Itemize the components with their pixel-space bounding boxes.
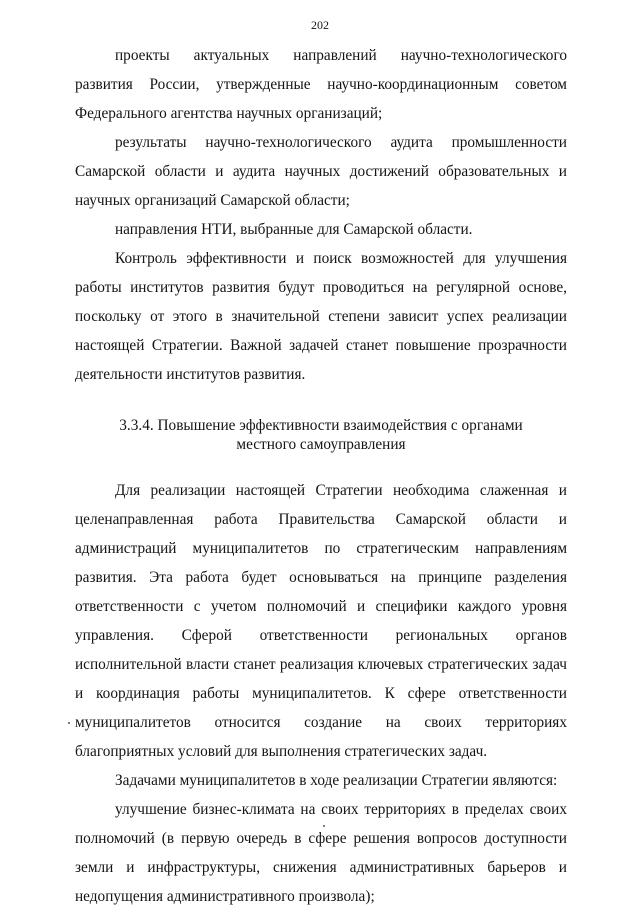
- paragraph-efficiency-control: Контроль эффективности и поиск возможностей для улучшения работы институтов развития будут проводиться на регулярной основе, поскольку от этого в значительной степени зависит успех реализации настоящей Стратегии. Важной задачей станет повышение прозрачности деятельности институтов развития.: [75, 250, 567, 383]
- page-number: 202: [311, 18, 329, 32]
- section-heading: [75, 416, 567, 454]
- paragraph-municipal-tasks: Задачами муниципалитетов в ходе реализации Стратегии являются:: [115, 772, 558, 789]
- paragraph-audit-results: результаты научно-технологического аудита промышленности Самарской области и аудита научных достижений образовательных и научных организаций Самарской области;: [75, 134, 567, 209]
- document-body: [75, 41, 567, 911]
- paragraph-business-climate: улучшение бизнес-климата на своих территориях в пределах своих полномочий (в первую очередь в сфере решения вопросов доступности земли и инфраструктуры, снижения административных барьеров и недопущения административного произвола);: [75, 801, 567, 905]
- scan-speck: [323, 825, 325, 827]
- section-heading-line-1: 3.3.4. Повышение эффективности взаимодействия с органами: [119, 417, 523, 434]
- paragraph-nti-directions: направления НТИ, выбранные для Самарской области.: [115, 221, 473, 238]
- paragraph-projects: проекты актуальных направлений научно-технологического развития России, утвержденные научно-координационным советом Федерального агентства научных организаций;: [75, 47, 567, 122]
- paragraph-strategy-implementation: Для реализации настоящей Стратегии необходима слаженная и целенаправленная работа Правительства Самарской области и администраций муниципалитетов по стратегическим направлениям развития. Эта работа будет основываться на принципе разделения ответственности с учетом полномочий и специфики каждого уровня управления. Сферой ответственности региональных органов исполнительной власти станет реализация ключевых стратегических задач и координация работы муниципалитетов. К сфере ответственности муниципалитетов относится создание на своих территориях благоприятных условий для выполнения стратегических задач.: [75, 482, 567, 760]
- section-heading-line-2: местного самоуправления: [236, 436, 406, 453]
- scan-speck: [68, 722, 70, 724]
